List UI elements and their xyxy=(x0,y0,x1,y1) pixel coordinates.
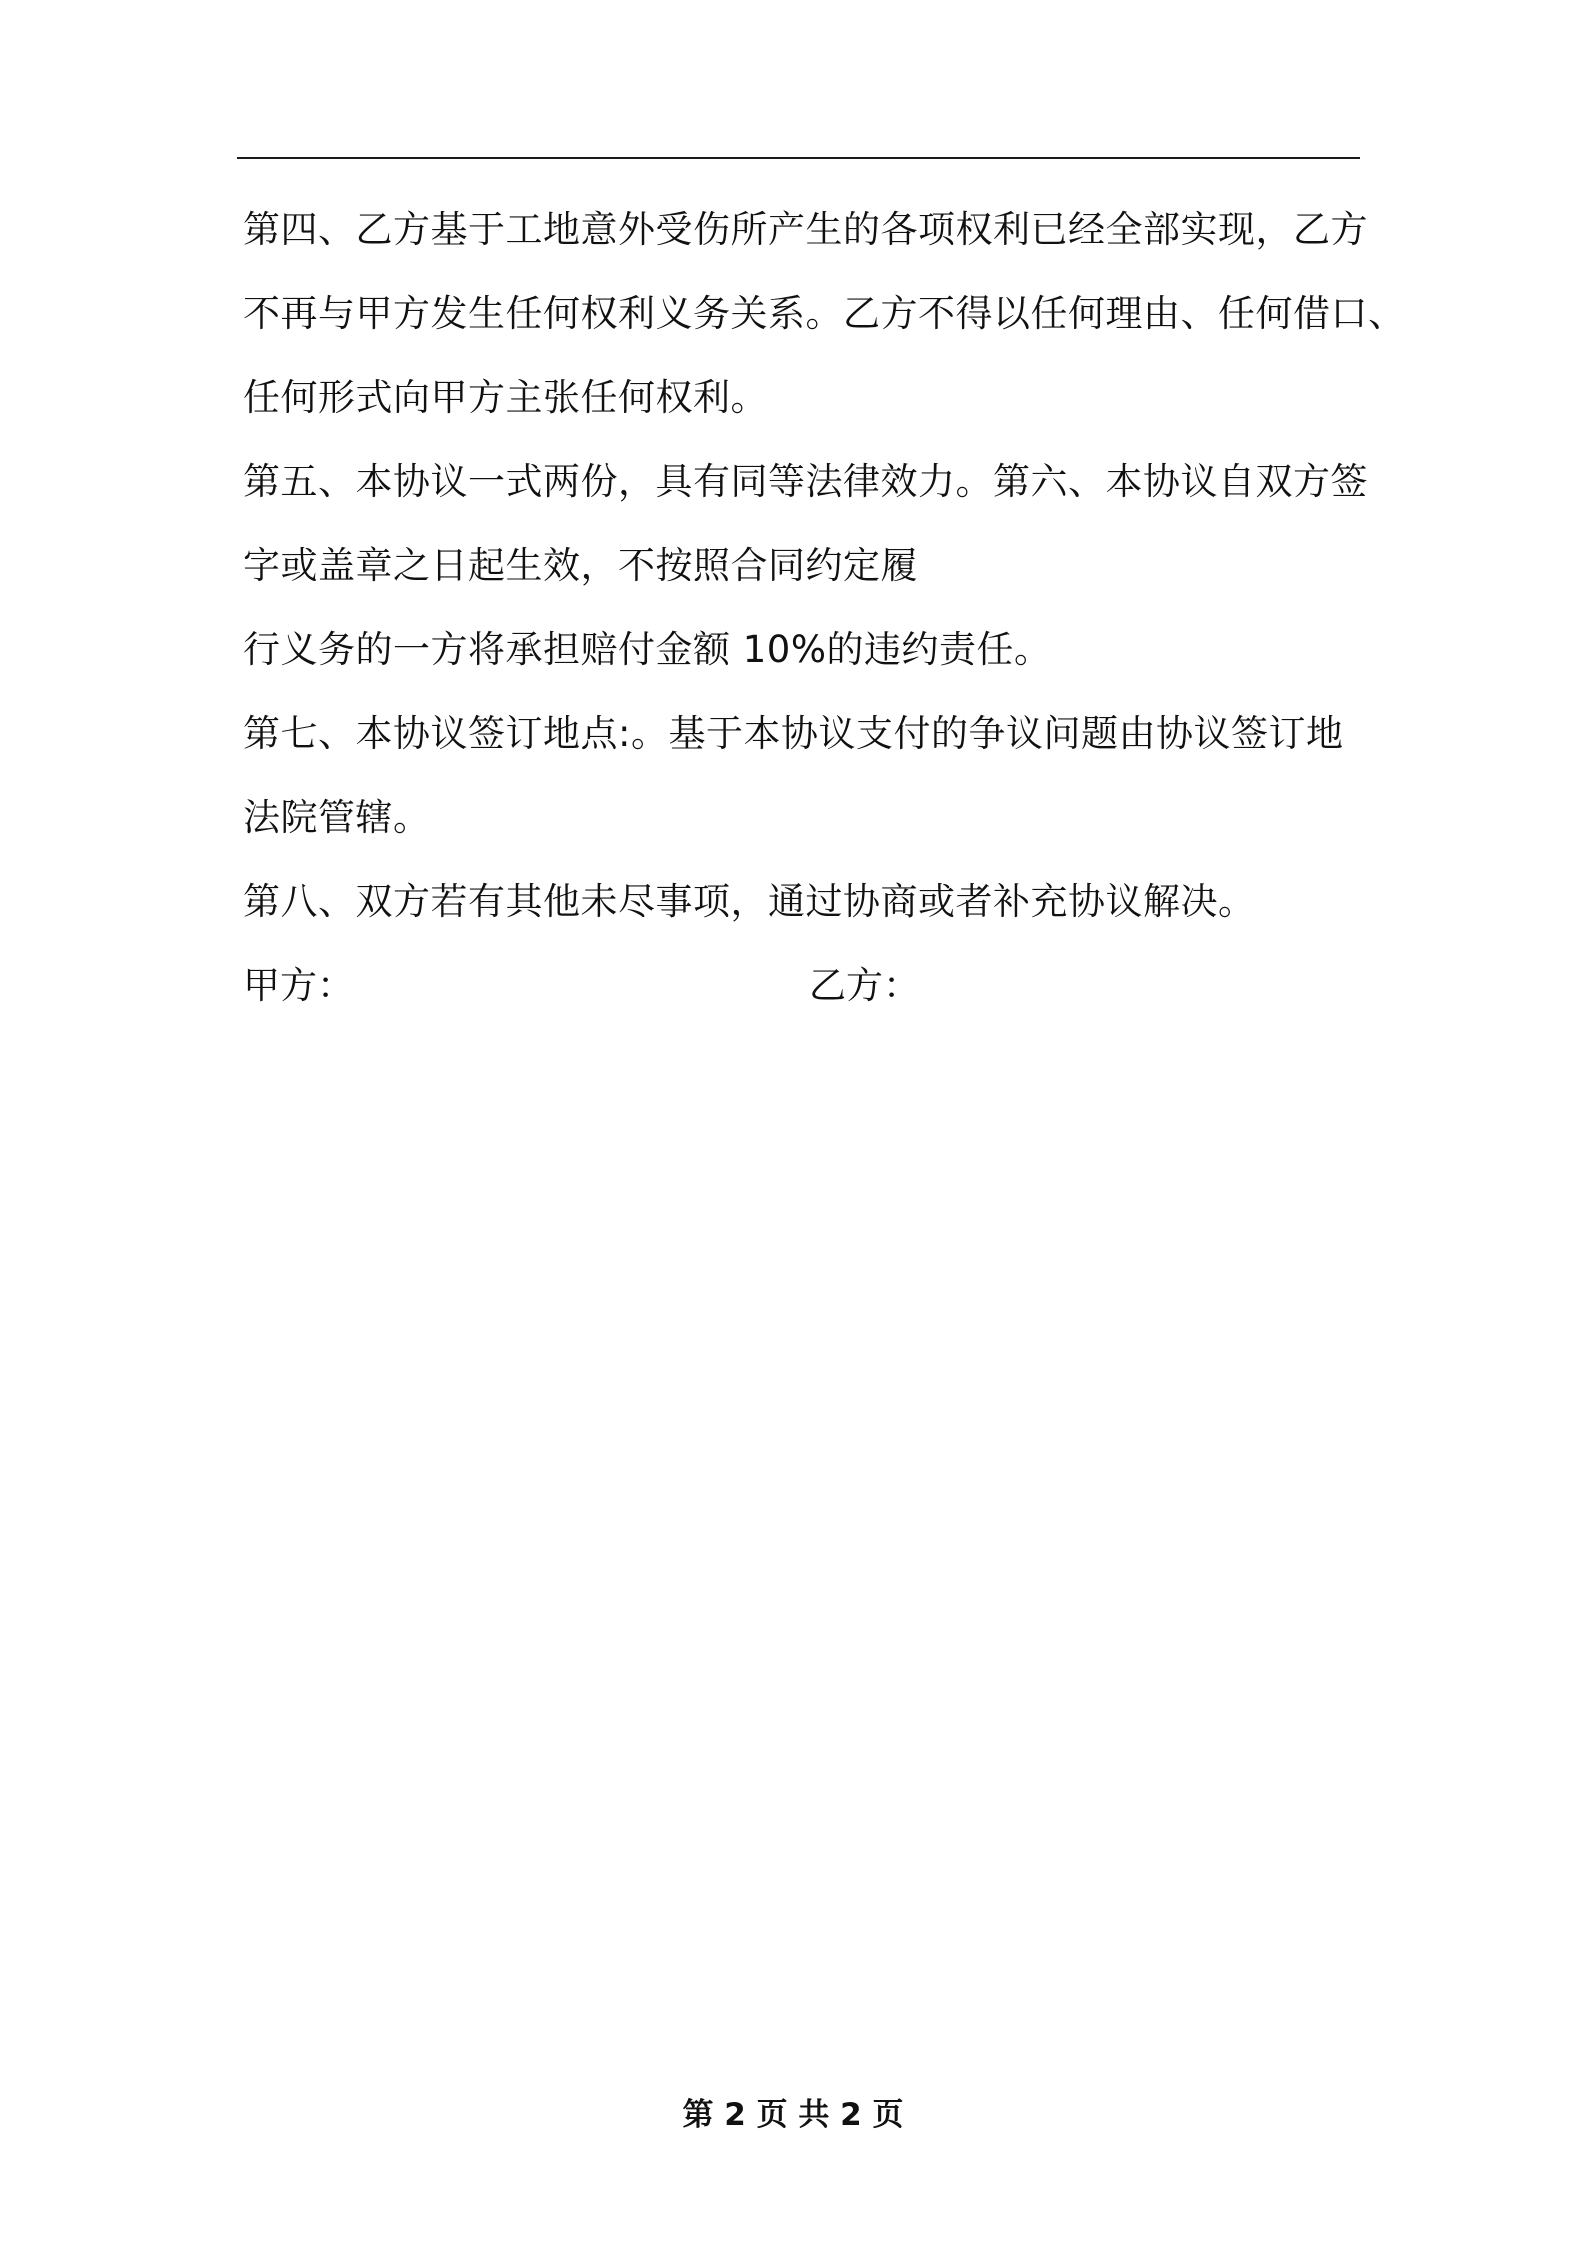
clause-4-line-1: 第四、乙方基于工地意外受伤所产生的各项权利已经全部实现，乙方 xyxy=(243,208,1368,251)
clause-7-line-1: 第七、本协议签订地点:。基于本协议支付的争议问题由协议签订地 xyxy=(243,712,1344,755)
clause-5-6-line-3: 行义务的一方将承担赔付金额 10%的违约责任。 xyxy=(243,628,1052,671)
clause-4-line-2: 不再与甲方发生任何权利义务关系。乙方不得以任何理由、任何借口、 xyxy=(243,292,1406,335)
party-b-signature-label: 乙方： xyxy=(809,964,920,1007)
agreement-body xyxy=(243,200,1406,956)
clause-8-line-1: 第八、双方若有其他未尽事项，通过协商或者补充协议解决。 xyxy=(243,880,1256,923)
clause-4-line-3: 任何形式向甲方主张任何权利。 xyxy=(243,376,768,419)
header-rule xyxy=(237,157,1360,159)
clause-7-line-2: 法院管辖。 xyxy=(243,796,431,839)
signature-row xyxy=(243,956,1360,1016)
party-a-signature-label: 甲方： xyxy=(243,964,354,1007)
clause-5-6-line-1: 第五、本协议一式两份，具有同等法律效力。第六、本协议自双方签 xyxy=(243,460,1368,503)
page-number-footer: 第 2 页 共 2 页 xyxy=(682,2097,904,2133)
clause-5-6-line-2: 字或盖章之日起生效，不按照合同约定履 xyxy=(243,544,918,587)
